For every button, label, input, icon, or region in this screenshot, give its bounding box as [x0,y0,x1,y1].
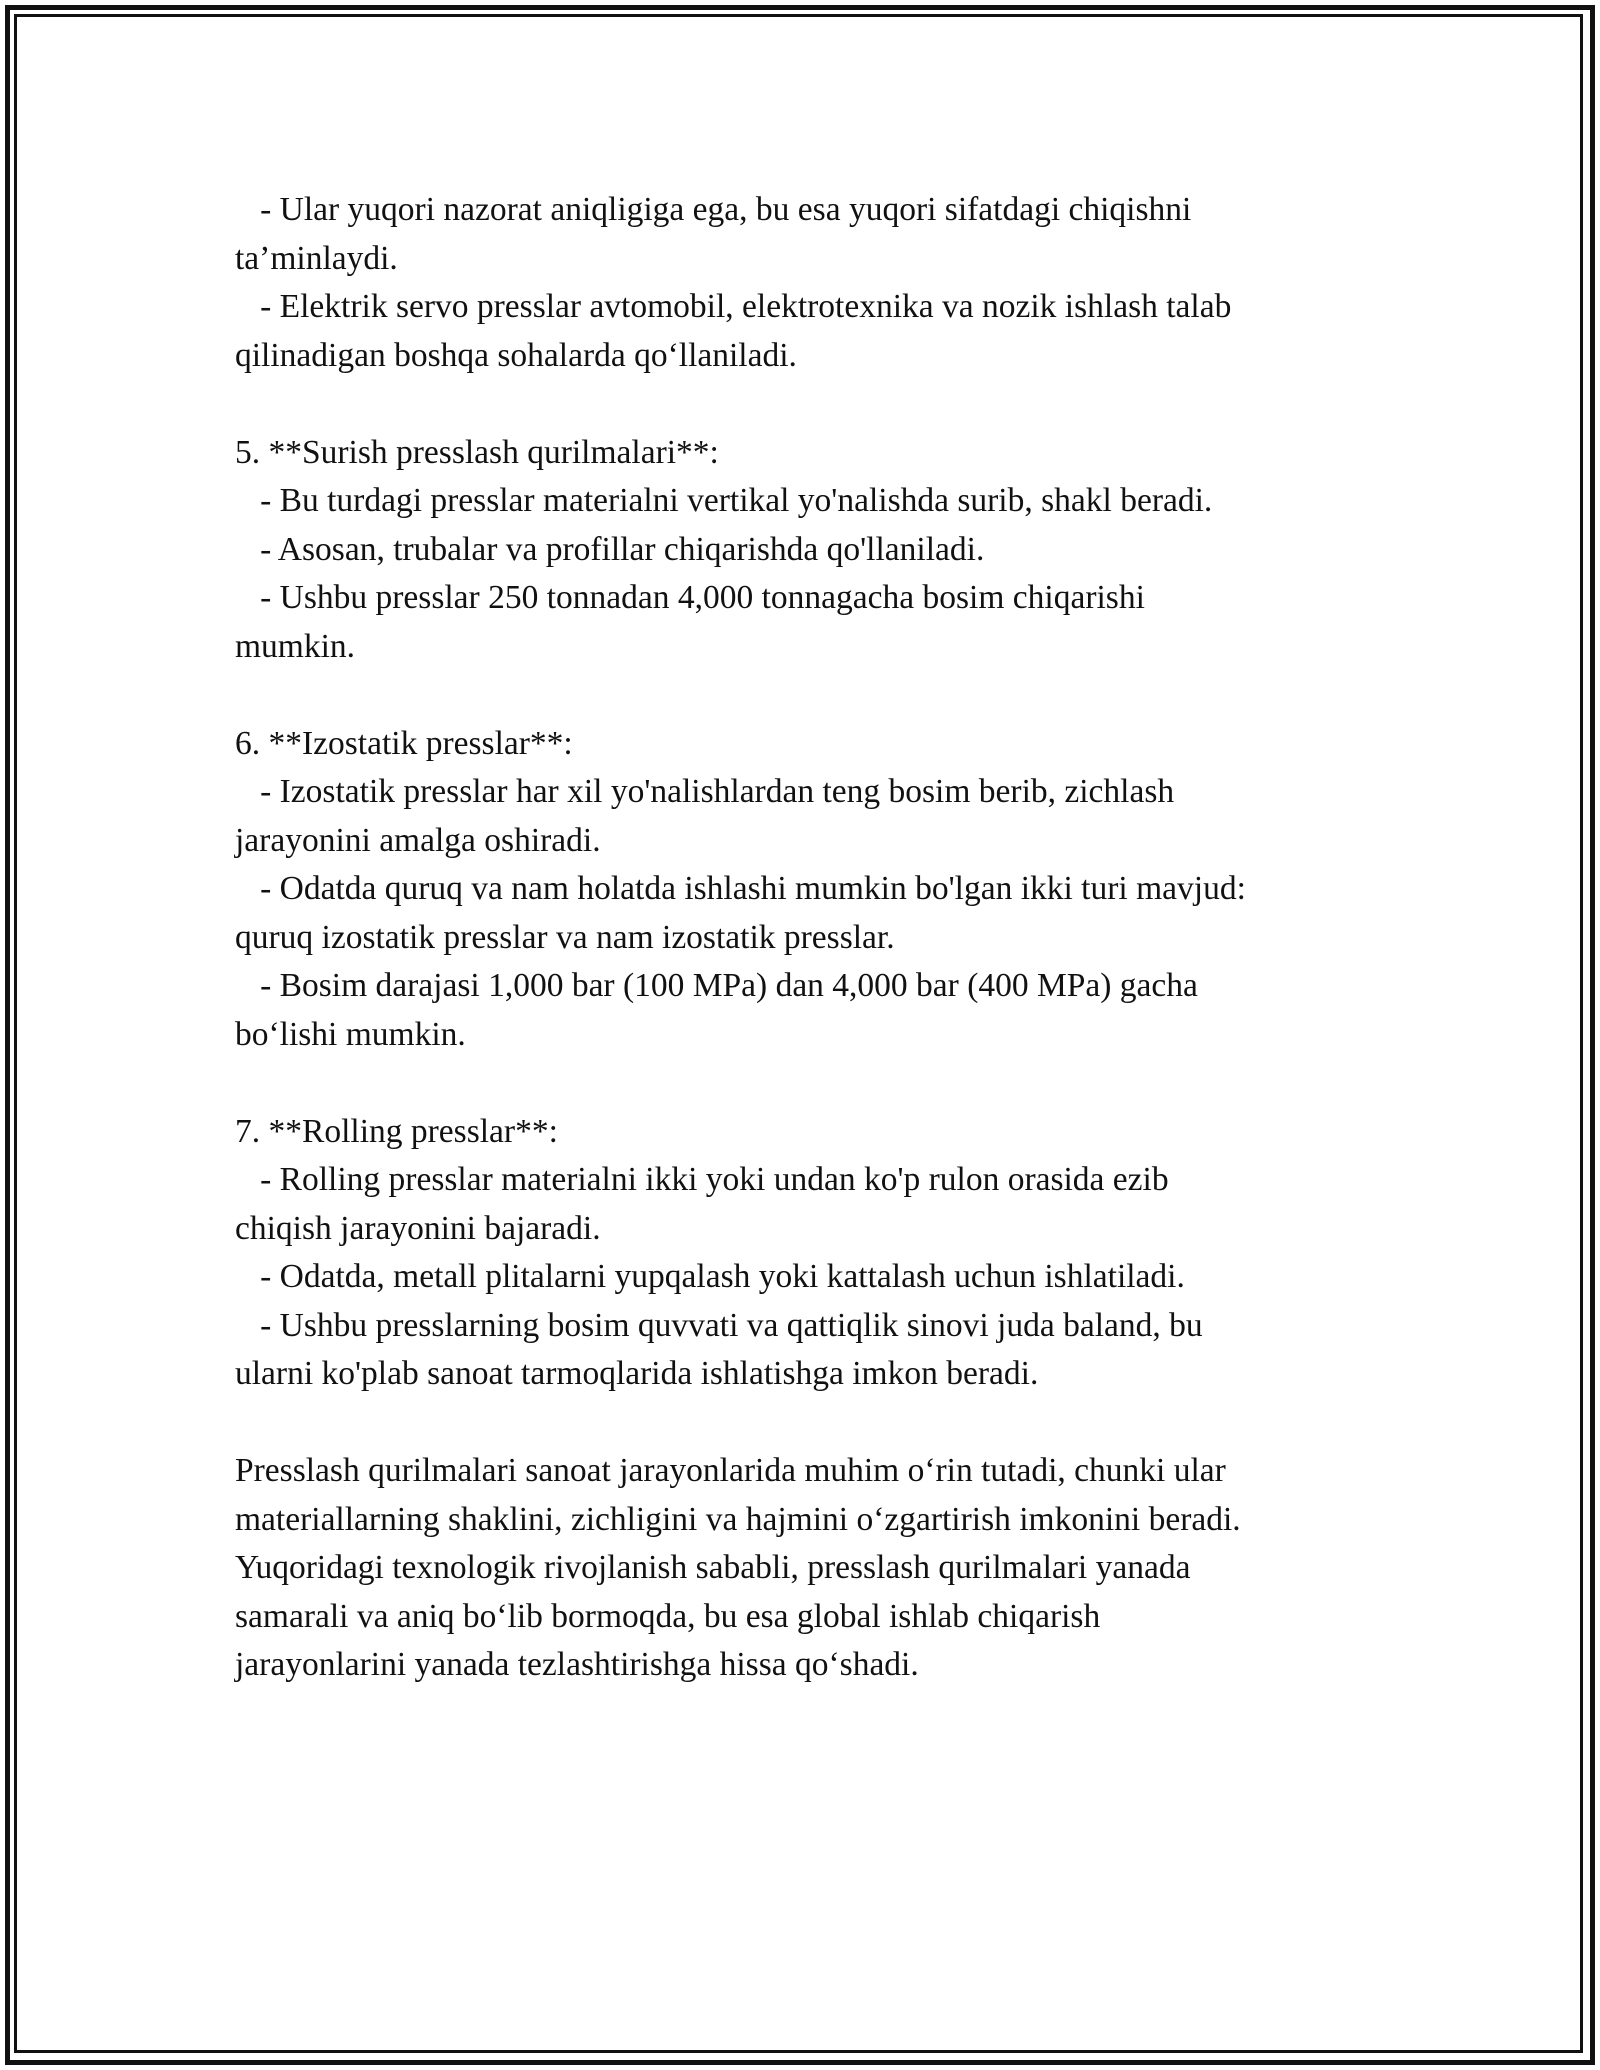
section-heading: 5. **Surish presslash qurilmalari**: [235,433,719,471]
blank-line [235,1059,1365,1108]
section-heading: 6. **Izostatik presslar**: [235,724,573,762]
text-line: - Bosim darajasi 1,000 bar (100 MPa) dan 4,000 bar (400 MPa) gacha [235,967,1198,1004]
text-line: - Asosan, trubalar va profillar chiqarishda qo'llaniladi. [235,530,985,568]
text-line: - Ushbu presslarning bosim quvvati va qattiqlik sinovi juda baland, bu [235,1306,1203,1344]
conclusion-line: jarayonlarini yanada tezlashtirishga hissa qo‘shadi. [235,1646,919,1683]
text-line: - Odatda, metall plitalarni yupqalash yoki kattalash uchun ishlatiladi. [235,1258,1185,1295]
text-line: - Rolling presslar materialni ikki yoki undan ko'p rulon orasida ezib [235,1161,1169,1198]
conclusion-line: Yuqoridagi texnologik rivojlanish sababli, presslash qurilmalari yanada [235,1549,1191,1586]
text-line: quruq izostatik presslar va nam izostatik presslar. [235,918,895,956]
conclusion-line: materiallarning shaklini, zichligini va hajmini o‘zgartirish imkonini beradi. [235,1500,1241,1538]
text-line: ta’minlaydi. [235,239,398,277]
blank-line [235,671,1365,720]
text-line: qilinadigan boshqa sohalarda qo‘llaniladi. [235,336,797,374]
section-heading: 7. **Rolling presslar**: [235,1112,558,1150]
conclusion-line: samarali va aniq bo‘lib bormoqda, bu esa global ishlab chiqarish [235,1597,1101,1635]
text-line: - Bu turdagi presslar materialni vertikal yo'nalishda surib, shakl beradi. [235,482,1213,519]
text-line: - Ular yuqori nazorat aniqligiga ega, bu esa yuqori sifatdagi chiqishni [235,191,1192,228]
blank-line [235,380,1365,429]
text-line: chiqish jarayonini bajaradi. [235,1209,601,1247]
text-line: - Ushbu presslar 250 tonnadan 4,000 tonnagacha bosim chiqarishi [235,579,1145,616]
text-line: ularni ko'plab sanoat tarmoqlarida ishlatishga imkon beradi. [235,1355,1039,1392]
text-line: - Elektrik servo presslar avtomobil, elektrotexnika va nozik ishlash talab [235,288,1232,325]
text-line: mumkin. [235,627,356,665]
document-body [235,186,1365,1690]
text-line: - Odatda quruq va nam holatda ishlashi mumkin bo'lgan ikki turi mavjud: [235,870,1246,907]
conclusion-line: Presslash qurilmalari sanoat jarayonlarida muhim o‘rin tutadi, chunki ular [235,1452,1226,1489]
text-line: jarayonini amalga oshiradi. [235,821,601,859]
blank-line [235,1399,1365,1448]
text-line: bo‘lishi mumkin. [235,1015,466,1053]
text-line: - Izostatik presslar har xil yo'nalishlardan teng bosim berib, zichlash [235,773,1175,810]
